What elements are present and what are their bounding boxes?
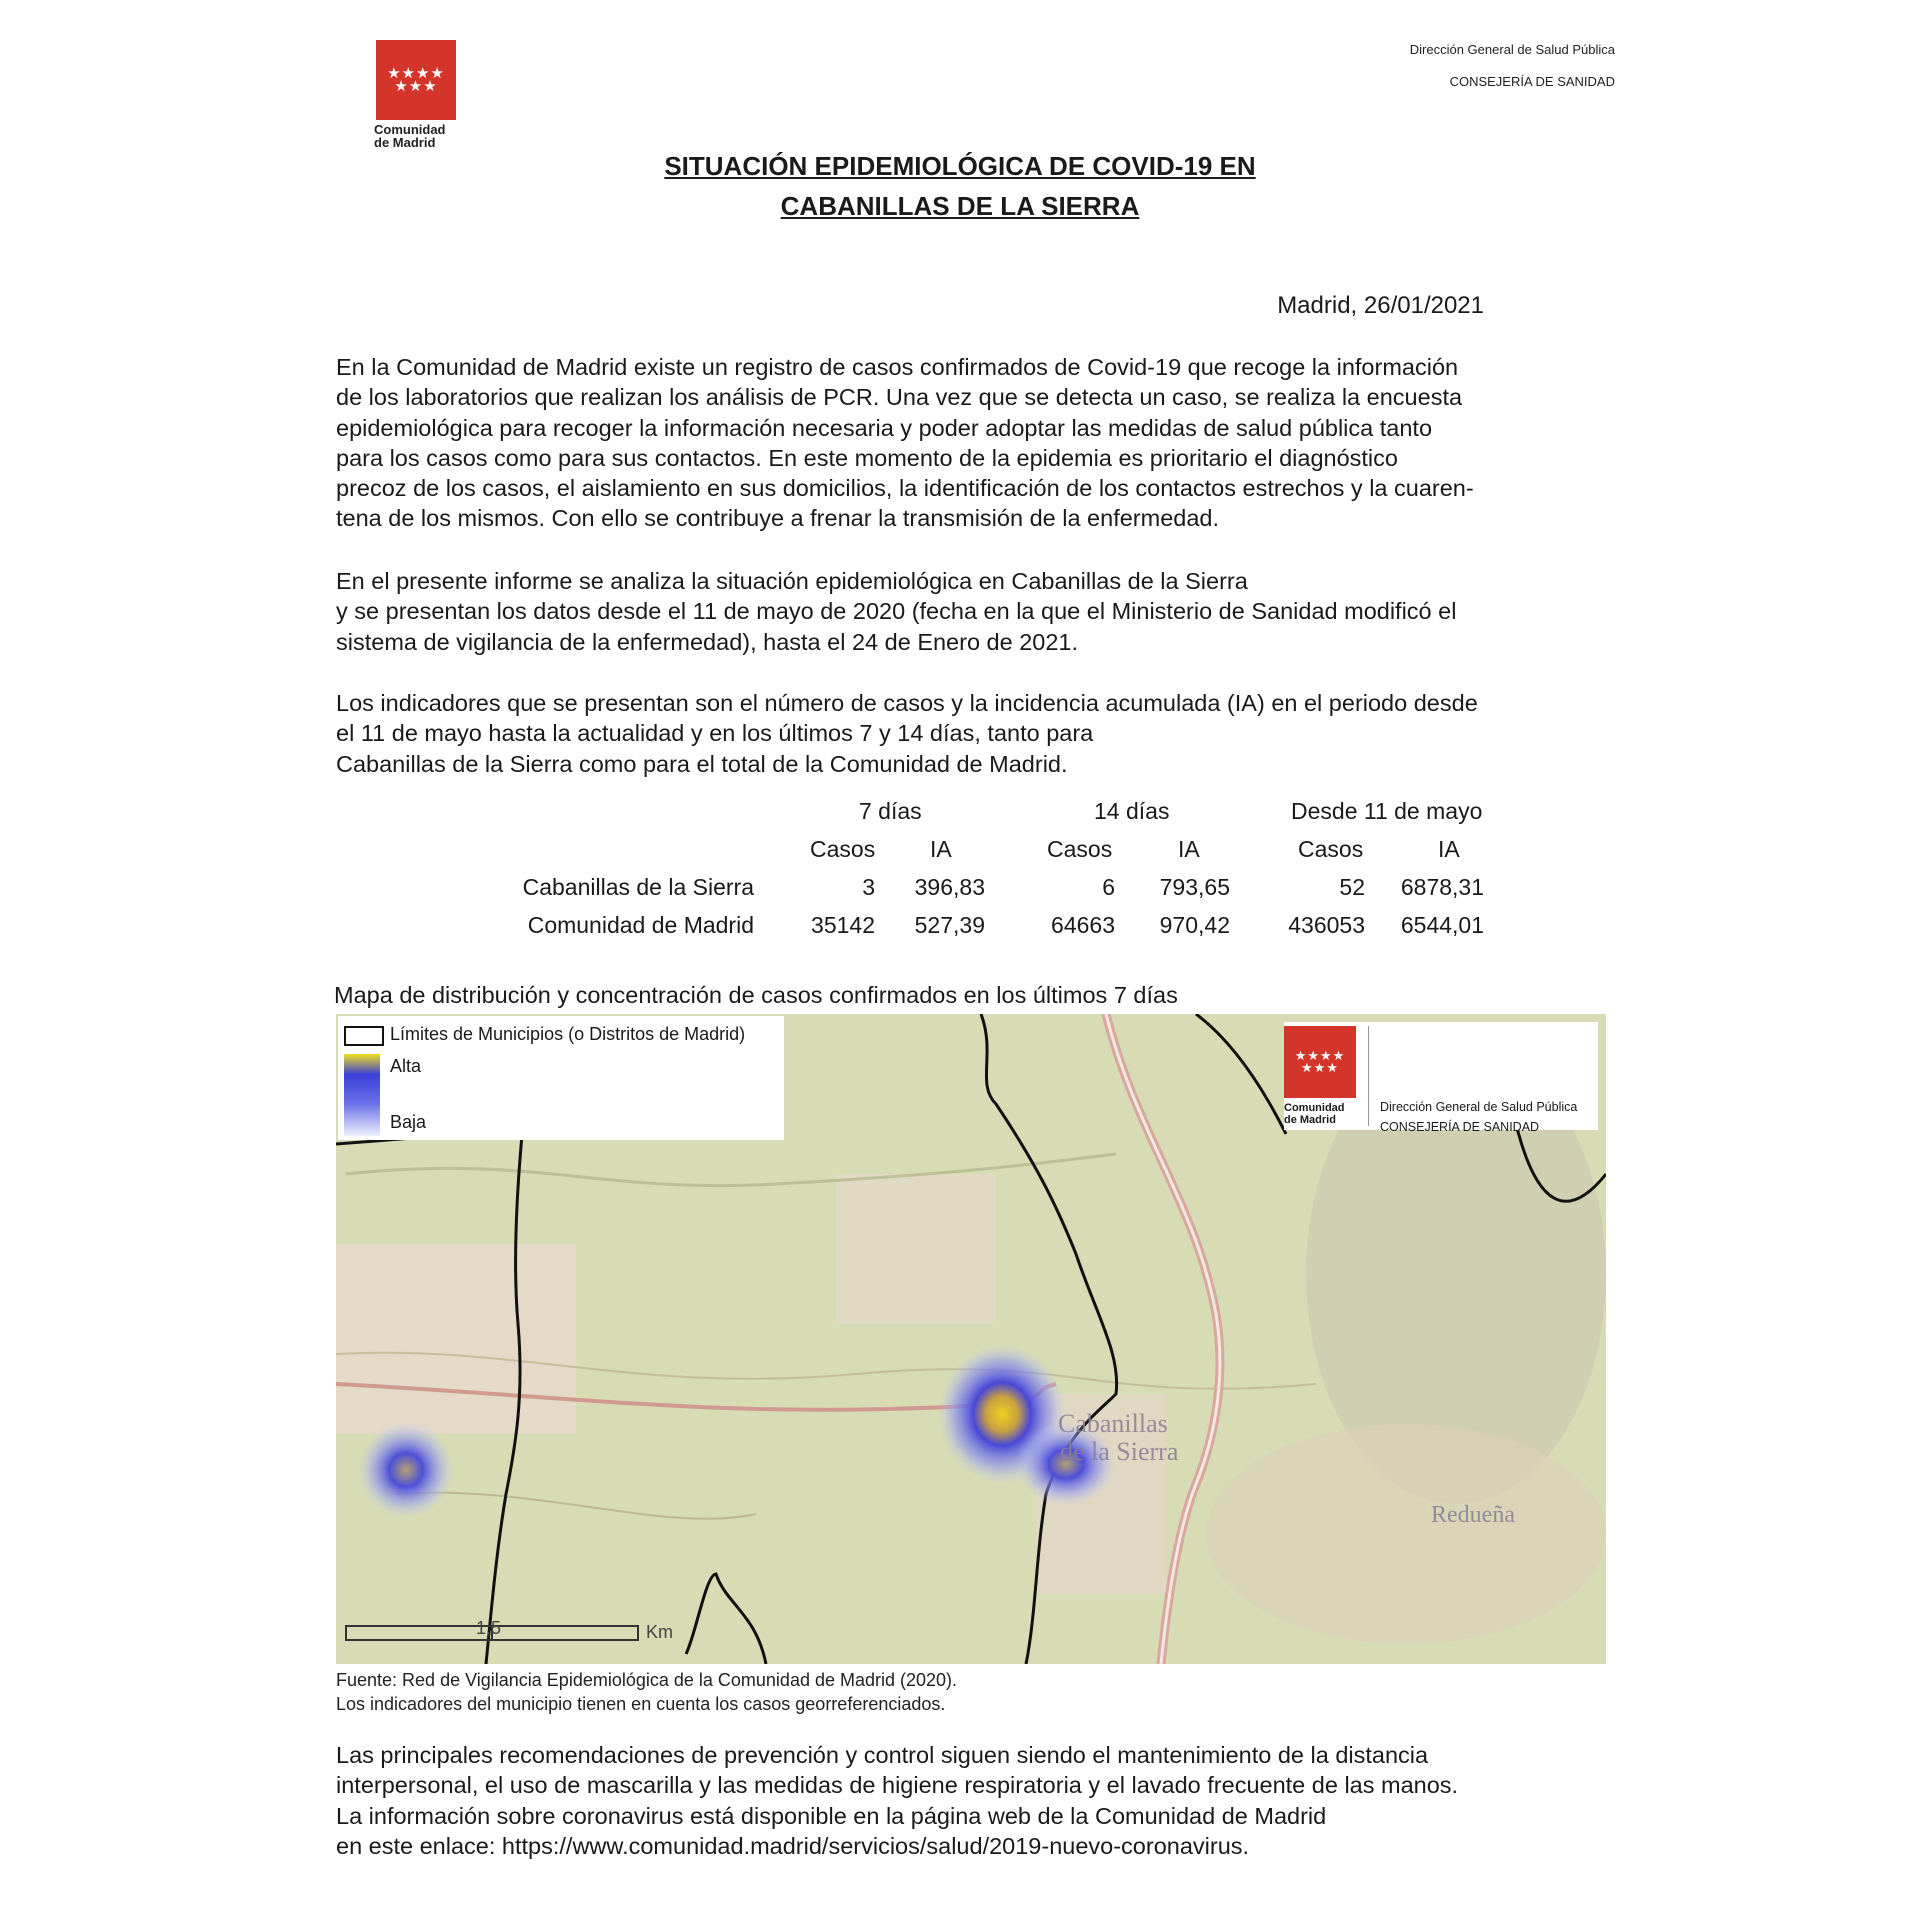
p2-line: y se presentan los datos desde el 11 de mayo de 2020 (fecha en la que el Ministerio de Sanidad modificó el	[336, 598, 1457, 625]
map-ministry: CONSEJERÍA DE SANIDAD	[1380, 1120, 1540, 1134]
map-logo-square	[1284, 1026, 1356, 1098]
row-name: Cabanillas de la Sierra	[522, 874, 754, 900]
info-link[interactable]: en este enlace: https://www.comunidad.madrid/servicios/salud/2019-nuevo-coronavirus.	[336, 1832, 1250, 1859]
heat-scale-swatch	[344, 1054, 380, 1136]
subheader-ia: IA	[930, 836, 952, 862]
cell-value: 527,39	[914, 912, 985, 938]
p3-line: el 11 de mayo hasta la actualidad y en los últimos 7 y 14 días, tanto para	[336, 720, 1094, 747]
boundary-swatch	[344, 1026, 384, 1046]
scale-value: 1,5	[476, 1618, 502, 1638]
source-line2: Los indicadores del municipio tienen en cuenta los casos georreferenciados.	[336, 1694, 946, 1714]
urban-area	[336, 1244, 576, 1434]
map-legend	[338, 1016, 784, 1140]
legend-limits: Límites de Municipios (o Distritos de Madrid)	[390, 1024, 746, 1044]
title-line2: CABANILLAS DE LA SIERRA	[780, 191, 1140, 221]
map-dept: Dirección General de Salud Pública	[1380, 1100, 1578, 1114]
report-date: Madrid, 26/01/2021	[1277, 292, 1484, 319]
cell-value: 6544,01	[1400, 912, 1484, 938]
period-header-since: Desde 11 de mayo	[1291, 798, 1483, 824]
map-label-reduena: Redueña	[1431, 1502, 1515, 1528]
closing-paragraph	[336, 1740, 1636, 1861]
map-logo-line2: de Madrid	[1284, 1114, 1336, 1126]
source-line1: Fuente: Red de Vigilancia Epidemiológica de la Comunidad de Madrid (2020).	[336, 1670, 958, 1690]
cell-value: 52	[1339, 874, 1365, 900]
p2-line: En el presente informe se analiza la situación epidemiológica en Cabanillas de la Sierra	[336, 568, 1248, 594]
cell-value: 6878,31	[1400, 874, 1484, 900]
title-line1: SITUACIÓN EPIDEMIOLÓGICA DE COVID-19 EN	[664, 151, 1256, 181]
cell-value: 793,65	[1159, 874, 1230, 900]
stars-icon: ★★★★ ★★★	[1294, 1048, 1346, 1075]
cell-value: 3	[862, 874, 875, 900]
header-ministry: CONSEJERÍA DE SANIDAD	[1449, 74, 1615, 89]
closing-line: Las principales recomendaciones de prevención y control siguen siendo el mantenimiento de la distancia	[336, 1742, 1429, 1768]
p1-line: epidemiológica para recoger la información necesaria y poder adoptar las medidas de salud pública tanto	[336, 414, 1433, 441]
subheader-ia: IA	[1438, 836, 1460, 862]
legend-high: Alta	[390, 1056, 422, 1076]
cell-value: 970,42	[1159, 912, 1230, 938]
map-label-cabanillas: Cabanillas	[1058, 1409, 1168, 1438]
closing-line: interpersonal, el uso de mascarilla y las medidas de higiene respiratoria y el lavado frecuente de las manos.	[336, 1772, 1459, 1799]
p1-line: precoz de los casos, el aislamiento en sus domicilios, la identificación de los contactos estrechos y la cuaren-	[336, 475, 1474, 502]
subheader-ia: IA	[1178, 836, 1200, 862]
period-header-14: 14 días	[1094, 798, 1170, 824]
p3-line: Cabanillas de la Sierra como para el total de la Comunidad de Madrid.	[336, 750, 1068, 777]
legend-low: Baja	[390, 1112, 427, 1132]
p1-line: de los laboratorios que realizan los análisis de PCR. Una vez que se detecta un caso, se realiza la encuesta	[336, 384, 1463, 411]
scale-unit: Km	[646, 1622, 673, 1642]
divider	[1368, 1026, 1369, 1126]
urban-area	[836, 1174, 996, 1324]
period-header-7: 7 días	[859, 798, 922, 824]
p2-line: sistema de vigilancia de la enfermedad), hasta el 24 de Enero de 2021.	[336, 628, 1079, 655]
p1-line: tena de los mismos. Con ello se contribuye a frenar la transmisión de la enfermedad.	[336, 505, 1220, 532]
subheader-casos: Casos	[1047, 836, 1113, 862]
cell-value: 64663	[1051, 912, 1115, 938]
closing-line: La información sobre coronavirus está disponible en la página web de la Comunidad de Madrid	[336, 1802, 1327, 1829]
p1-line: para los casos como para sus contactos. En este momento de la epidemia es prioritario el diagnóstico	[336, 444, 1398, 471]
logo-line2: de Madrid	[374, 135, 436, 150]
map-logo-text	[1284, 1102, 1345, 1126]
svg-text:de la Sierra: de la Sierra	[1060, 1437, 1179, 1466]
logo-line1: Comunidad	[374, 122, 446, 137]
p3-line: Los indicadores que se presentan son el número de casos y la incidencia acumulada (IA) en el periodo desde	[336, 690, 1478, 716]
stars-icon: ★★★★ ★★★	[387, 65, 445, 95]
row-name: Comunidad de Madrid	[527, 912, 754, 938]
hotspot-west	[358, 1422, 454, 1518]
subheader-casos: Casos	[1298, 836, 1364, 862]
cell-value: 6	[1102, 874, 1115, 900]
map-caption: Mapa de distribución y concentración de casos confirmados en los últimos 7 días	[334, 982, 1178, 1008]
subheader-casos: Casos	[810, 836, 876, 862]
p1-line: En la Comunidad de Madrid existe un registro de casos confirmados de Covid-19 que recoge la información	[336, 354, 1459, 380]
header-dept: Dirección General de Salud Pública	[1409, 42, 1615, 57]
map-logo-box	[1284, 1022, 1598, 1134]
cell-value: 396,83	[914, 874, 985, 900]
cell-value: 436053	[1288, 912, 1365, 938]
cell-value: 35142	[811, 912, 875, 938]
map-logo-line1: Comunidad	[1284, 1102, 1345, 1114]
